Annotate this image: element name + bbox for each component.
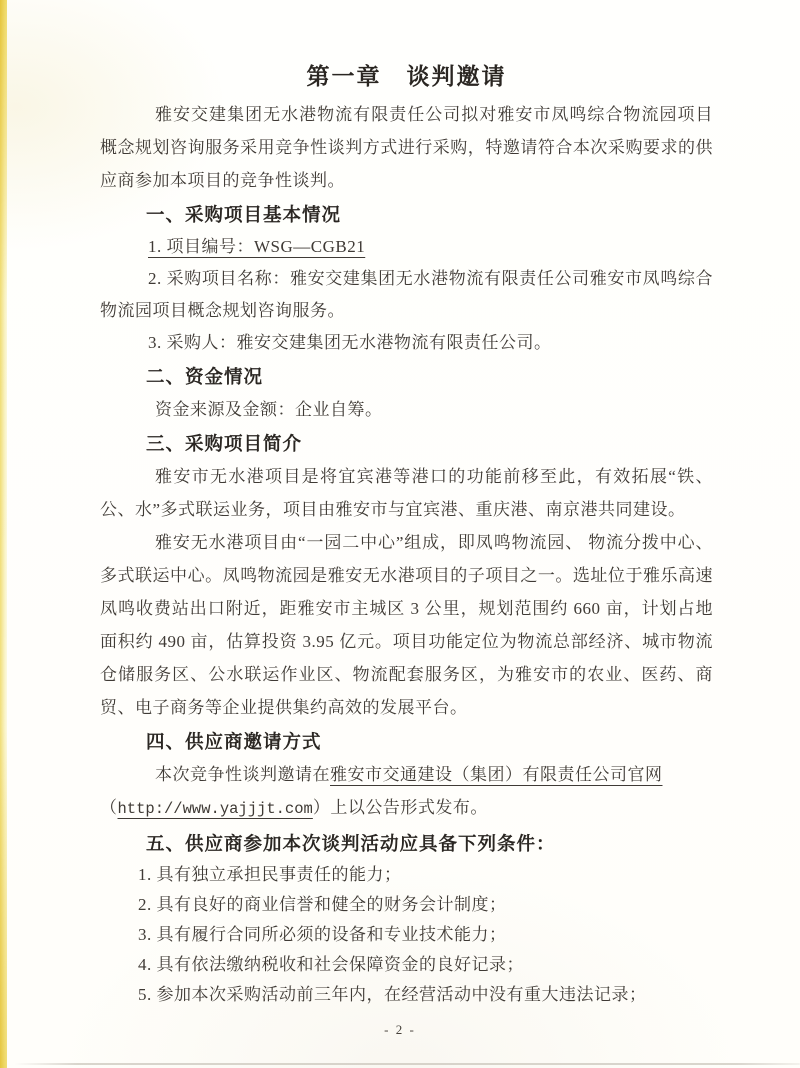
section-1-heading: 一、采购项目基本情况 (146, 204, 342, 225)
document-content (100, 0, 713, 1010)
condition-item-3: 3. 具有履行合同所必须的设备和专业技术能力； (138, 925, 507, 944)
project-number-item (100, 231, 713, 263)
project-brief-paragraph-2: 雅安无水港项目由“一园二中心”组成，即凤鸣物流园、 物流分拨中心、多式联运中心。凤鸣物流园是雅安无水港项目的子项目之一。选址位于雅乐高速凤鸣收费站出口附近，距雅安市主城区 3 公里，规划范围约 660 亩，计划占地面积约 490 亩，估算投资 3.95 亿元。项目功能定位为物流总部经济、城市物流仓储服务区、公水联运作业区、物流配套服务区，为雅安市的农业、医药、商贸、电子商务等企业提供集约高效的发展平台。 (100, 533, 713, 717)
invitation-method-text: 本次竞争性谈判邀请在 (155, 765, 330, 784)
condition-item-1: 1. 具有独立承担民事责任的能力； (138, 865, 402, 884)
condition-item-5: 5. 参加本次采购活动前三年内，在经营活动中没有重大违法记录； (138, 985, 647, 1004)
section-3-heading: 三、采购项目简介 (146, 433, 303, 454)
project-brief-paragraph-1: 雅安市无水港项目是将宜宾港等港口的功能前移至此，有效拓展“铁、公、水”多式联运业务，项目由雅安市与宜宾港、重庆港、南京港共同建设。 (100, 467, 713, 519)
funding-source-line: 资金来源及金额：企业自筹。 (155, 400, 383, 419)
intro-paragraph: 雅安交建集团无水港物流有限责任公司拟对雅安市凤鸣综合物流园项目概念规划咨询服务采用竞争性谈判方式进行采购，特邀请符合本次采购要求的供应商参加本项目的竞争性谈判。 (100, 105, 713, 190)
project-name-item: 2. 采购项目名称：雅安交建集团无水港物流有限责任公司雅安市凤鸣综合物流园项目概念规划咨询服务。 (100, 269, 713, 320)
project-number-text: 1. 项目编号：WSG—CGB21 (148, 237, 366, 256)
website-url: http://www.yajjjt.com (117, 800, 313, 818)
official-website-name: 雅安市交通建设（集团）有限责任公司官网 (330, 765, 663, 784)
scan-left-edge (0, 0, 7, 1068)
scan-bottom-edge-shadow (14, 1063, 800, 1065)
purchaser-item: 3. 采购人：雅安交建集团无水港物流有限责任公司。 (148, 333, 552, 352)
paren-open: （ (100, 798, 118, 817)
section-2-heading: 二、资金情况 (146, 366, 264, 387)
section-5-heading: 五、供应商参加本次谈判活动应具备下列条件： (146, 833, 556, 854)
section-4-heading: 四、供应商邀请方式 (146, 731, 322, 752)
condition-item-2: 2. 具有良好的商业信誉和健全的财务会计制度； (138, 895, 507, 914)
invitation-method-paragraph (100, 758, 713, 826)
page-number: - 2 - (384, 1022, 416, 1037)
chapter-title: 第一章 谈判邀请 (306, 63, 507, 89)
paren-close: ） (312, 798, 331, 817)
condition-item-4: 4. 具有依法缴纳税收和社会保障资金的良好记录； (138, 955, 524, 974)
publish-form-text: 上以公告形式发布。 (330, 798, 488, 817)
